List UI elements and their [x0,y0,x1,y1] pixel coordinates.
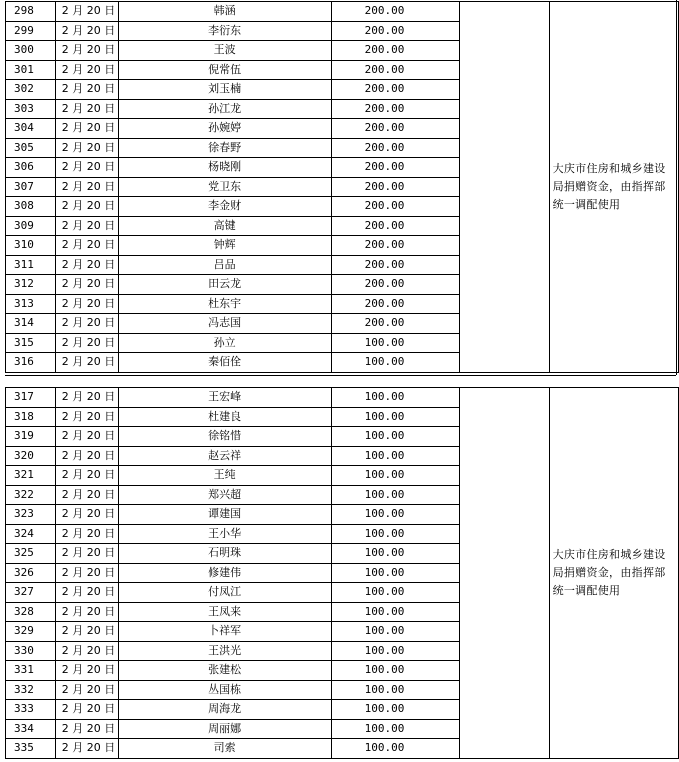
cell-number: 332 [6,680,56,700]
cell-donor-name: 徐铭惜 [118,427,331,447]
cell-number: 325 [6,544,56,564]
cell-number: 299 [6,21,56,41]
cell-donor-name: 孙立 [118,333,331,353]
cell-date: 2 月 20 日 [55,294,118,314]
cell-date: 2 月 20 日 [55,197,118,217]
cell-amount: 100.00 [331,739,459,759]
cell-date: 2 月 20 日 [55,583,118,603]
cell-donor-name: 韩涵 [118,2,331,22]
cell-amount: 200.00 [331,197,459,217]
cell-amount: 100.00 [331,505,459,525]
cell-date: 2 月 20 日 [55,60,118,80]
table-bottom-border [5,375,676,376]
cell-date: 2 月 20 日 [55,275,118,295]
cell-amount: 200.00 [331,60,459,80]
cell-amount: 200.00 [331,177,459,197]
cell-number: 326 [6,563,56,583]
cell-donor-name: 王凤来 [118,602,331,622]
cell-number: 329 [6,622,56,642]
cell-date: 2 月 20 日 [55,333,118,353]
cell-amount: 200.00 [331,216,459,236]
cell-number: 335 [6,739,56,759]
cell-date: 2 月 20 日 [55,661,118,681]
cell-date: 2 月 20 日 [55,158,118,178]
cell-amount: 200.00 [331,314,459,334]
cell-number: 334 [6,719,56,739]
cell-amount: 200.00 [331,255,459,275]
cell-number: 323 [6,505,56,525]
cell-amount: 100.00 [331,485,459,505]
cell-donor-name: 田云龙 [118,275,331,295]
cell-amount: 200.00 [331,275,459,295]
cell-date: 2 月 20 日 [55,314,118,334]
cell-donor-name: 王洪光 [118,641,331,661]
cell-number: 311 [6,255,56,275]
cell-date: 2 月 20 日 [55,21,118,41]
cell-amount: 100.00 [331,353,459,373]
cell-number: 316 [6,353,56,373]
cell-date: 2 月 20 日 [55,544,118,564]
cell-donor-name: 张建松 [118,661,331,681]
cell-number: 305 [6,138,56,158]
cell-number: 301 [6,60,56,80]
cell-date: 2 月 20 日 [55,177,118,197]
table-row [6,2,679,22]
cell-number: 314 [6,314,56,334]
donation-table-bottom [5,387,679,759]
cell-amount: 100.00 [331,719,459,739]
cell-note: 大庆市住房和城乡建设局捐赠资金，由指挥部统一调配使用 [549,2,678,373]
cell-date: 2 月 20 日 [55,680,118,700]
cell-number: 331 [6,661,56,681]
cell-amount: 100.00 [331,446,459,466]
cell-amount: 200.00 [331,119,459,139]
cell-donor-name: 李金财 [118,197,331,217]
cell-date: 2 月 20 日 [55,119,118,139]
cell-amount: 100.00 [331,544,459,564]
cell-number: 320 [6,446,56,466]
cell-amount: 100.00 [331,333,459,353]
cell-donor-name: 杨晓刚 [118,158,331,178]
cell-date: 2 月 20 日 [55,563,118,583]
cell-amount: 100.00 [331,583,459,603]
cell-date: 2 月 20 日 [55,236,118,256]
cell-number: 313 [6,294,56,314]
cell-donor-name: 王宏峰 [118,388,331,408]
cell-donor-name: 王波 [118,41,331,61]
cell-date: 2 月 20 日 [55,719,118,739]
cell-amount: 200.00 [331,138,459,158]
cell-donor-name: 周海龙 [118,700,331,720]
cell-number: 309 [6,216,56,236]
cell-amount: 100.00 [331,466,459,486]
cell-date: 2 月 20 日 [55,466,118,486]
cell-amount: 200.00 [331,2,459,22]
cell-donor-name: 党卫东 [118,177,331,197]
cell-donor-name: 谭建国 [118,505,331,525]
cell-date: 2 月 20 日 [55,99,118,119]
cell-donor-name: 高键 [118,216,331,236]
cell-date: 2 月 20 日 [55,255,118,275]
cell-date: 2 月 20 日 [55,2,118,22]
cell-date: 2 月 20 日 [55,427,118,447]
cell-date: 2 月 20 日 [55,446,118,466]
cell-number: 321 [6,466,56,486]
cell-donor-name: 吕品 [118,255,331,275]
cell-number: 312 [6,275,56,295]
cell-date: 2 月 20 日 [55,505,118,525]
cell-number: 310 [6,236,56,256]
cell-amount: 200.00 [331,21,459,41]
cell-amount: 100.00 [331,388,459,408]
cell-amount: 100.00 [331,622,459,642]
cell-donor-name: 孙江龙 [118,99,331,119]
cell-amount: 200.00 [331,236,459,256]
cell-amount: 100.00 [331,427,459,447]
cell-donor-name: 杜东宇 [118,294,331,314]
cell-amount: 100.00 [331,524,459,544]
cell-donor-name: 孙婉婷 [118,119,331,139]
cell-date: 2 月 20 日 [55,407,118,427]
cell-donor-name: 丛国栋 [118,680,331,700]
cell-amount: 200.00 [331,294,459,314]
cell-amount: 100.00 [331,407,459,427]
cell-donor-name: 杜建良 [118,407,331,427]
cell-date: 2 月 20 日 [55,739,118,759]
cell-donor-name: 王小华 [118,524,331,544]
cell-number: 298 [6,2,56,22]
cell-donor-name: 钟辉 [118,236,331,256]
cell-number: 330 [6,641,56,661]
cell-number: 300 [6,41,56,61]
cell-number: 322 [6,485,56,505]
cell-donor-name: 付凤江 [118,583,331,603]
cell-number: 306 [6,158,56,178]
cell-donor-name: 周丽娜 [118,719,331,739]
cell-amount: 100.00 [331,641,459,661]
cell-number: 319 [6,427,56,447]
cell-blank [459,2,549,373]
cell-donor-name: 王纯 [118,466,331,486]
table-body [6,388,679,759]
cell-donor-name: 郑兴超 [118,485,331,505]
cell-date: 2 月 20 日 [55,353,118,373]
cell-amount: 200.00 [331,41,459,61]
cell-number: 304 [6,119,56,139]
cell-number: 318 [6,407,56,427]
cell-amount: 100.00 [331,661,459,681]
cell-date: 2 月 20 日 [55,485,118,505]
cell-donor-name: 刘玉楠 [118,80,331,100]
cell-donor-name: 赵云祥 [118,446,331,466]
cell-date: 2 月 20 日 [55,138,118,158]
cell-amount: 100.00 [331,680,459,700]
cell-donor-name: 卜祥军 [118,622,331,642]
cell-note: 大庆市住房和城乡建设局捐赠资金，由指挥部统一调配使用 [549,388,678,759]
cell-amount: 100.00 [331,602,459,622]
cell-number: 307 [6,177,56,197]
cell-blank [459,388,549,759]
cell-date: 2 月 20 日 [55,216,118,236]
cell-donor-name: 倪常伍 [118,60,331,80]
cell-donor-name: 秦佰佺 [118,353,331,373]
cell-date: 2 月 20 日 [55,622,118,642]
cell-number: 308 [6,197,56,217]
cell-donor-name: 徐春野 [118,138,331,158]
cell-number: 328 [6,602,56,622]
table-row [6,388,679,408]
cell-donor-name: 司索 [118,739,331,759]
cell-amount: 100.00 [331,700,459,720]
cell-amount: 200.00 [331,80,459,100]
table-right-border [676,0,677,375]
cell-number: 317 [6,388,56,408]
cell-number: 327 [6,583,56,603]
cell-donor-name: 冯志国 [118,314,331,334]
cell-number: 324 [6,524,56,544]
cell-number: 315 [6,333,56,353]
cell-amount: 200.00 [331,99,459,119]
cell-date: 2 月 20 日 [55,602,118,622]
donation-table-top [5,1,679,373]
cell-number: 303 [6,99,56,119]
cell-date: 2 月 20 日 [55,41,118,61]
cell-amount: 200.00 [331,158,459,178]
cell-donor-name: 李衍东 [118,21,331,41]
cell-date: 2 月 20 日 [55,524,118,544]
cell-date: 2 月 20 日 [55,388,118,408]
cell-number: 333 [6,700,56,720]
cell-donor-name: 修建伟 [118,563,331,583]
cell-donor-name: 石明珠 [118,544,331,564]
cell-date: 2 月 20 日 [55,641,118,661]
cell-date: 2 月 20 日 [55,700,118,720]
cell-date: 2 月 20 日 [55,80,118,100]
cell-number: 302 [6,80,56,100]
cell-amount: 100.00 [331,563,459,583]
table-body [6,2,679,373]
